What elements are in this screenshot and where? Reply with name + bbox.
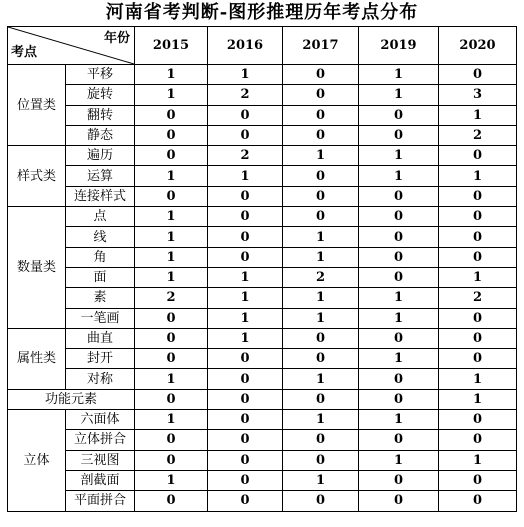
page-title: 河南省考判断-图形推理历年考点分布: [105, 2, 419, 23]
count-cell: 1: [208, 65, 283, 85]
table-row: [8, 227, 517, 247]
count-cell: 0: [359, 105, 439, 125]
table-row: [8, 470, 517, 490]
count-cell: 1: [359, 450, 439, 470]
count-cell: 0: [283, 207, 359, 227]
count-cell: 1: [439, 105, 517, 125]
count-cell: 1: [359, 410, 439, 430]
table-row: [8, 430, 517, 450]
table-row: [8, 491, 517, 511]
corner-year-label: 年份: [103, 31, 130, 46]
count-cell: 0: [439, 65, 517, 85]
count-cell: 0: [439, 328, 517, 348]
count-cell: 0: [283, 328, 359, 348]
count-cell: 1: [439, 369, 517, 389]
count-cell: 0: [208, 227, 283, 247]
count-cell: 0: [359, 186, 439, 206]
count-cell: 0: [359, 491, 439, 511]
table-row: [8, 328, 517, 348]
table-row: [8, 247, 517, 267]
table-row: [8, 410, 517, 430]
corner-topic-label: 考点: [11, 45, 38, 60]
count-cell: 2: [439, 288, 517, 308]
category-label: 功能元素: [8, 389, 135, 409]
count-cell: 0: [359, 267, 439, 287]
count-cell: 1: [439, 267, 517, 287]
count-cell: 1: [135, 85, 208, 105]
count-cell: 0: [208, 186, 283, 206]
count-cell: 0: [283, 450, 359, 470]
count-cell: 2: [208, 85, 283, 105]
count-cell: 0: [439, 410, 517, 430]
count-cell: 0: [283, 349, 359, 369]
count-cell: 1: [135, 65, 208, 85]
count-cell: 0: [283, 389, 359, 409]
count-cell: 1: [283, 227, 359, 247]
topic-label: 角: [66, 247, 135, 267]
table-row: [8, 288, 517, 308]
count-cell: 0: [135, 450, 208, 470]
count-cell: 2: [135, 288, 208, 308]
count-cell: 0: [439, 207, 517, 227]
count-cell: 0: [283, 491, 359, 511]
topic-label: 封开: [66, 349, 135, 369]
count-cell: 2: [439, 125, 517, 145]
count-cell: 1: [135, 410, 208, 430]
topic-label: 旋转: [66, 85, 135, 105]
table-row: [8, 125, 517, 145]
table-row: [8, 267, 517, 287]
topic-label: 六面体: [66, 410, 135, 430]
topic-label: 平移: [66, 65, 135, 85]
count-cell: 0: [135, 146, 208, 166]
count-cell: 0: [135, 125, 208, 145]
count-cell: 0: [283, 186, 359, 206]
category-label: 位置类: [8, 65, 66, 146]
topic-label: 一笔画: [66, 308, 135, 328]
count-cell: 0: [439, 349, 517, 369]
count-cell: 0: [359, 207, 439, 227]
count-cell: 1: [359, 288, 439, 308]
topic-label: 运算: [66, 166, 135, 186]
count-cell: 0: [135, 389, 208, 409]
topic-label: 静态: [66, 125, 135, 145]
count-cell: 0: [359, 247, 439, 267]
count-cell: 1: [439, 450, 517, 470]
count-cell: 1: [283, 410, 359, 430]
count-cell: 1: [135, 369, 208, 389]
topic-label: 平面拼合: [66, 491, 135, 511]
count-cell: 1: [359, 349, 439, 369]
count-cell: 1: [135, 267, 208, 287]
count-cell: 0: [208, 349, 283, 369]
table-row: [8, 186, 517, 206]
table-row: [8, 105, 517, 125]
table-row: [8, 146, 517, 166]
count-cell: 0: [439, 470, 517, 490]
year-header: 2015: [135, 27, 208, 65]
count-cell: 0: [283, 105, 359, 125]
count-cell: 0: [208, 125, 283, 145]
count-cell: 0: [283, 65, 359, 85]
topic-label: 对称: [66, 369, 135, 389]
table-row: [8, 450, 517, 470]
count-cell: 1: [208, 267, 283, 287]
count-cell: 0: [208, 207, 283, 227]
count-cell: 1: [135, 207, 208, 227]
table-row: [8, 389, 517, 409]
count-cell: 1: [283, 308, 359, 328]
count-cell: 2: [283, 267, 359, 287]
topic-label: 三视图: [66, 450, 135, 470]
table-row: [8, 369, 517, 389]
count-cell: 0: [135, 186, 208, 206]
category-label: 样式类: [8, 146, 66, 207]
count-cell: 0: [439, 227, 517, 247]
topic-label: 遍历: [66, 146, 135, 166]
topic-label: 曲直: [66, 328, 135, 348]
table-row: [8, 308, 517, 328]
table-row: [8, 166, 517, 186]
count-cell: 0: [439, 491, 517, 511]
count-cell: 1: [439, 389, 517, 409]
count-cell: 0: [208, 470, 283, 490]
count-cell: 0: [283, 125, 359, 145]
count-cell: 0: [359, 328, 439, 348]
count-cell: 0: [283, 85, 359, 105]
count-cell: 0: [439, 247, 517, 267]
count-cell: 0: [359, 227, 439, 247]
count-cell: 0: [439, 146, 517, 166]
year-header: 2016: [208, 27, 283, 65]
topic-label: 点: [66, 207, 135, 227]
count-cell: 0: [283, 430, 359, 450]
count-cell: 1: [135, 166, 208, 186]
count-cell: 0: [208, 450, 283, 470]
count-cell: 2: [208, 146, 283, 166]
count-cell: 0: [359, 470, 439, 490]
count-cell: 1: [283, 288, 359, 308]
count-cell: 0: [135, 308, 208, 328]
year-header: 2020: [439, 27, 517, 65]
count-cell: 0: [359, 125, 439, 145]
count-cell: 0: [208, 410, 283, 430]
count-cell: 0: [135, 328, 208, 348]
count-cell: 0: [208, 105, 283, 125]
count-cell: 0: [135, 491, 208, 511]
count-cell: 0: [208, 369, 283, 389]
count-cell: 1: [135, 247, 208, 267]
topic-label: 面: [66, 267, 135, 287]
count-cell: 0: [359, 430, 439, 450]
year-header: 2019: [359, 27, 439, 65]
count-cell: 1: [359, 166, 439, 186]
topic-label: 素: [66, 288, 135, 308]
topic-label: 立体拼合: [66, 430, 135, 450]
count-cell: 3: [439, 85, 517, 105]
count-cell: 1: [283, 369, 359, 389]
exam-topic-table: [7, 26, 517, 512]
count-cell: 0: [208, 247, 283, 267]
count-cell: 1: [283, 470, 359, 490]
count-cell: 0: [283, 166, 359, 186]
table-row: [8, 65, 517, 85]
topic-label: 连接样式: [66, 186, 135, 206]
count-cell: 1: [439, 166, 517, 186]
header-row: [8, 27, 517, 65]
count-cell: 1: [135, 227, 208, 247]
topic-label: 剖截面: [66, 470, 135, 490]
table-row: [8, 207, 517, 227]
count-cell: 0: [359, 389, 439, 409]
count-cell: 1: [283, 247, 359, 267]
count-cell: 0: [208, 491, 283, 511]
count-cell: 1: [208, 288, 283, 308]
count-cell: 0: [439, 186, 517, 206]
count-cell: 0: [359, 369, 439, 389]
count-cell: 0: [439, 308, 517, 328]
count-cell: 1: [359, 308, 439, 328]
count-cell: 0: [439, 430, 517, 450]
count-cell: 1: [135, 470, 208, 490]
count-cell: 1: [359, 65, 439, 85]
count-cell: 1: [283, 146, 359, 166]
count-cell: 1: [359, 85, 439, 105]
year-header: 2017: [283, 27, 359, 65]
count-cell: 0: [135, 430, 208, 450]
category-label: 属性类: [8, 328, 66, 389]
corner-header: [8, 27, 135, 65]
count-cell: 1: [208, 308, 283, 328]
count-cell: 0: [208, 430, 283, 450]
count-cell: 0: [135, 105, 208, 125]
category-label: 立体: [8, 410, 66, 511]
category-label: 数量类: [8, 207, 66, 329]
count-cell: 0: [135, 349, 208, 369]
count-cell: 1: [208, 166, 283, 186]
table-row: [8, 349, 517, 369]
table-row: [8, 85, 517, 105]
topic-label: 翻转: [66, 105, 135, 125]
count-cell: 1: [208, 328, 283, 348]
count-cell: 1: [359, 146, 439, 166]
topic-label: 线: [66, 227, 135, 247]
count-cell: 0: [208, 389, 283, 409]
